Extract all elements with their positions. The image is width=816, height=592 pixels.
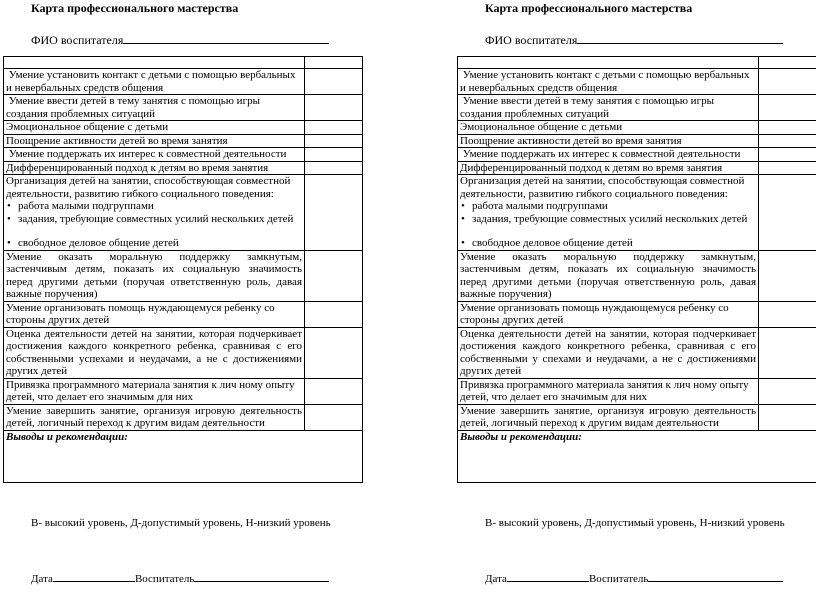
score-cell[interactable] [305,69,363,95]
header-cell [4,57,305,69]
level-legend: В- высокий уровень, Д-допустимый уровень, Н-низкий уровень [31,517,331,529]
score-cell[interactable] [305,148,363,162]
criterion-row: Эмоциональное общение с детьми [458,121,759,135]
criterion-row: Оценка деятельности детей на занятии, которая подчеркивает достижения каждого конкретного ребенка, сравнивая с его собственными успехами и неудачами, а не с достижениями других детей [4,327,305,378]
bullet-item: • задания, требующие совместных усилий нескольких детей [472,213,756,226]
score-cell[interactable] [305,161,363,175]
score-cell[interactable] [759,148,816,162]
bullet-item: • работа малыми подгруппами [472,200,756,213]
criterion-row: Оценка деятельности детей на занятии, которая подчеркивает достижения каждого конкретного ребенка, сравнивая с его собственными у спехами и неудачами, а не с достижениями других детей [458,327,759,378]
criterion-row: Умение оказать моральную поддержку замкнутым, застенчивым детям, показать их социальную значимость перед другими детьми (поручая ответственную роль, давая важные поручения) [458,250,759,301]
header-cell [458,57,759,69]
score-cell[interactable] [305,95,363,121]
criteria-table [3,56,363,483]
date-blank[interactable] [507,569,589,582]
teacher-label: Воспитатель [134,573,195,585]
teacher-blank[interactable] [194,569,329,582]
criterion-row: Поощрение активности детей во время занятия [458,134,759,148]
score-cell[interactable] [305,121,363,135]
fio-line [485,31,783,48]
score-cell[interactable] [759,161,816,175]
score-cell[interactable] [759,121,816,135]
criterion-row: Дифференцированный подход к детям во время занятия [458,161,759,175]
bullet-item: • задания, требующие совместных усилий нескольких детей [18,213,302,226]
criterion-row: Привязка программного материала занятия к лич ному опыту детей, что делает его значимым для них [458,378,759,404]
level-legend: В- высокий уровень, Д-допустимый уровень, Н-низкий уровень [485,517,785,529]
criterion-row: Умение установить контакт с детьми с помощью вербальных и невербальных средств общения [458,69,759,95]
fio-line [31,31,329,48]
fio-blank[interactable] [577,31,783,44]
criterion-row: Умение поддержать их интерес к совместной деятельности [4,148,305,162]
conclusions-cell[interactable] [4,430,363,482]
teacher-label: Воспитатель [588,573,649,585]
criterion-row: Умение ввести детей в тему занятия с помощью игры создания проблемных ситуаций [458,95,759,121]
criteria-table [457,56,816,483]
score-cell[interactable] [759,175,816,251]
score-cell[interactable] [305,57,363,69]
score-cell[interactable] [305,175,363,251]
fio-label: ФИО воспитателя [485,33,578,47]
score-cell[interactable] [305,327,363,378]
criterion-row: Умение установить контакт с детьми с помощью вербальных и невербальных средств общения [4,69,305,95]
criterion-row: Умение поддержать их интерес к совместной деятельности [458,148,759,162]
conclusions-cell[interactable] [458,430,816,482]
date-label: Дата [31,573,53,585]
score-cell[interactable] [305,250,363,301]
criterion-row: Поощрение активности детей во время занятия [4,134,305,148]
card-title: Карта профессионального мастерства [31,1,239,15]
score-cell[interactable] [759,250,816,301]
score-cell[interactable] [759,57,816,69]
date-label: Дата [485,573,507,585]
score-cell[interactable] [305,378,363,404]
fio-label: ФИО воспитателя [31,33,124,47]
criterion-row: Эмоциональное общение с детьми [4,121,305,135]
score-cell[interactable] [305,301,363,327]
card-title: Карта профессионального мастерства [485,1,693,15]
fio-blank[interactable] [123,31,329,44]
organization-bullets [6,200,302,250]
bullet-item: • работа малыми подгруппами [18,200,302,213]
conclusions-label: Выводы и рекомендации: [460,430,582,443]
score-cell[interactable] [305,134,363,148]
bullet-item: • свободное деловое общение детей [472,237,756,250]
score-cell[interactable] [305,404,363,430]
score-cell[interactable] [759,378,816,404]
organization-bullets [460,200,756,250]
criterion-row: Дифференцированный подход к детям во время занятия [4,161,305,175]
signature-line [485,569,783,585]
criterion-row: Привязка программного материала занятия к лич ному опыту детей, что делает его значимым для них [4,378,305,404]
signature-line [31,569,329,585]
score-cell[interactable] [759,327,816,378]
organization-intro: Организация детей на занятии, способствующая совместной деятельности, развитию гибкого социального поведения: [460,175,745,200]
organization-intro: Организация детей на занятии, способствующая совместной деятельности, развитию гибкого социального поведения: [6,175,291,200]
score-cell[interactable] [759,301,816,327]
criterion-row: Умение ввести детей в тему занятия с помощью игры создания проблемных ситуаций [4,95,305,121]
bullet-item: • свободное деловое общение детей [18,237,302,250]
criterion-row: Умение организовать помощь нуждающемуся ребенку со стороны других детей [4,301,305,327]
conclusions-label: Выводы и рекомендации: [6,430,128,443]
score-cell[interactable] [759,95,816,121]
criterion-row: Умение завершить занятие, организуя игровую деятельность детей, логичный переход к другим видам деятельности [458,404,759,430]
score-cell[interactable] [759,134,816,148]
teacher-blank[interactable] [648,569,783,582]
score-cell[interactable] [759,69,816,95]
criterion-row-organization [458,175,759,251]
criterion-row: Умение организовать помощь нуждающемуся ребенку со стороны других детей [458,301,759,327]
criterion-row: Умение оказать моральную поддержку замкнутым, застенчивым детям, показать их социальную значимость перед другими детьми (поручая ответственную роль, давая важные поручения) [4,250,305,301]
criterion-row-organization [4,175,305,251]
criterion-row: Умение завершить занятие, организуя игровую деятельность детей, логичный переход к другим видам деятельности [4,404,305,430]
score-cell[interactable] [759,404,816,430]
date-blank[interactable] [53,569,135,582]
